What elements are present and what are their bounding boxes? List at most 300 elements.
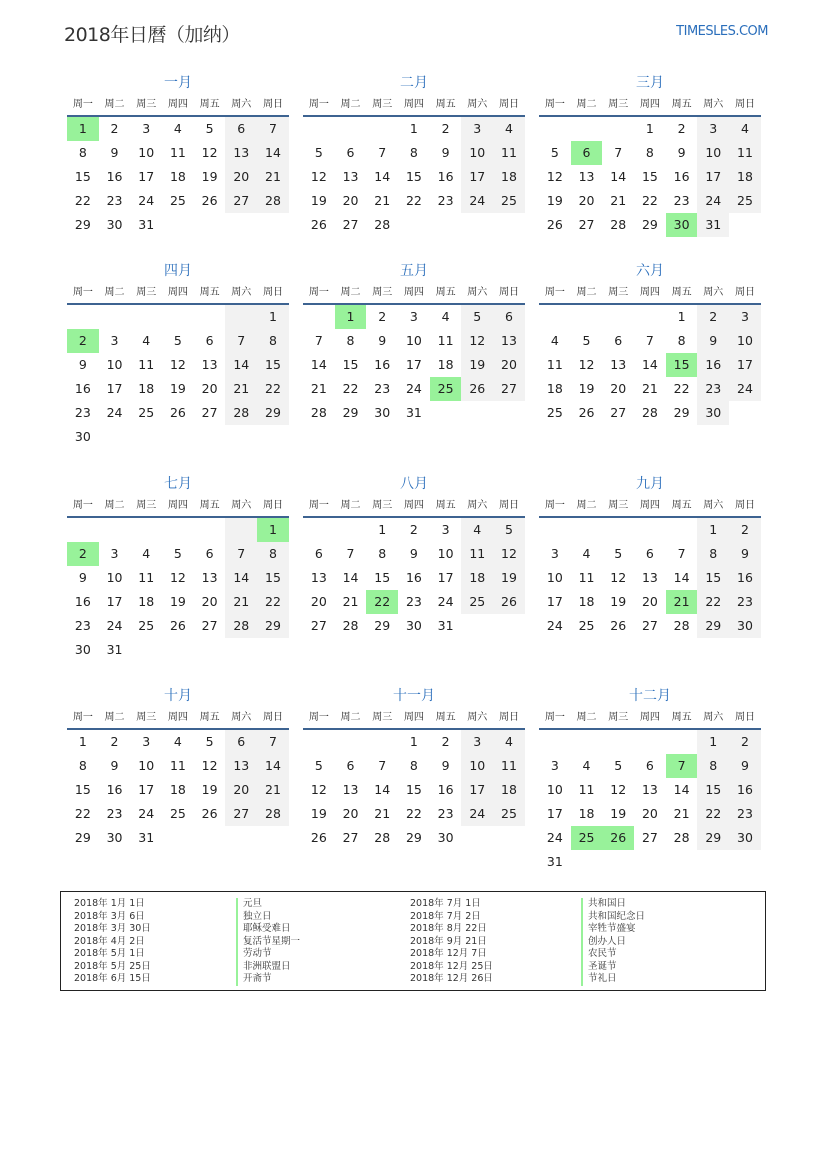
month-5 — [303, 260, 525, 425]
day-cell: 8 — [346, 333, 355, 348]
day-cell: 21 — [641, 381, 658, 396]
day-cell: 15 — [697, 566, 729, 590]
day-cell: 7 — [677, 546, 686, 561]
day-cell: 1 — [378, 522, 387, 537]
empty-cell — [634, 730, 666, 754]
day-cell: 26 — [610, 618, 627, 633]
day-cell: 30 — [106, 830, 123, 845]
day-cell: 19 — [169, 594, 186, 609]
holiday-legend — [60, 891, 766, 991]
day-cell: 22 — [697, 802, 729, 826]
legend-date: 2018年 8月 22日 — [410, 923, 487, 934]
month-7 — [67, 473, 289, 662]
day-grid — [539, 305, 761, 425]
day-cell: 30 — [729, 826, 761, 850]
day-cell: 9 — [78, 570, 87, 585]
day-cell: 21 — [374, 193, 391, 208]
day-cell: 29 — [257, 614, 289, 638]
day-cell: 22 — [257, 590, 289, 614]
empty-cell — [130, 305, 162, 329]
day-cell: 19 — [201, 782, 218, 797]
month-name: 八月 — [400, 476, 428, 492]
empty-cell — [602, 117, 634, 141]
weekday-label: 周四 — [639, 287, 660, 298]
day-cell: 9 — [697, 329, 729, 353]
month-name: 五月 — [400, 263, 428, 279]
day-cell: 23 — [74, 618, 91, 633]
day-cell: 19 — [310, 806, 327, 821]
weekday-label: 周二 — [576, 287, 597, 298]
day-cell: 13 — [201, 357, 218, 372]
holiday-day-cell: 25 — [571, 826, 603, 850]
weekday-label: 周六 — [467, 712, 488, 723]
day-cell: 25 — [546, 405, 563, 420]
day-cell: 11 — [578, 782, 595, 797]
legend-date: 2018年 6月 15日 — [74, 973, 151, 984]
holiday-day-cell: 1 — [67, 117, 99, 141]
weekday-label: 周五 — [435, 500, 456, 511]
legend-date: 2018年 3月 6日 — [74, 910, 145, 922]
day-cell: 19 — [461, 353, 493, 377]
weekday-header — [539, 707, 761, 730]
day-cell: 20 — [493, 353, 525, 377]
day-cell: 10 — [138, 145, 155, 160]
day-cell: 26 — [169, 618, 186, 633]
day-cell: 9 — [110, 145, 119, 160]
legend-date: 2018年 12月 7日 — [410, 948, 487, 959]
day-cell: 11 — [578, 570, 595, 585]
day-cell: 22 — [697, 590, 729, 614]
day-cell: 14 — [225, 566, 257, 590]
legend-holiday-name: 宰牲节盛宴 — [581, 923, 645, 936]
weekday-header — [539, 94, 761, 117]
day-cell: 16 — [729, 566, 761, 590]
day-cell: 29 — [697, 614, 729, 638]
day-cell: 25 — [461, 590, 493, 614]
day-cell: 7 — [378, 758, 387, 773]
weekday-label: 周三 — [372, 287, 393, 298]
month-name: 十二月 — [629, 688, 671, 704]
day-cell: 6 — [346, 758, 355, 773]
day-cell: 4 — [493, 117, 525, 141]
day-cell: 30 — [74, 642, 91, 657]
day-cell: 31 — [546, 854, 563, 869]
day-cell: 22 — [641, 193, 658, 208]
day-cell: 24 — [437, 594, 454, 609]
weekday-label: 周二 — [340, 500, 361, 511]
day-cell: 23 — [106, 193, 123, 208]
day-cell: 4 — [582, 546, 591, 561]
day-cell: 11 — [493, 141, 525, 165]
day-cell: 3 — [110, 333, 119, 348]
day-cell: 2 — [409, 522, 418, 537]
month-11 — [303, 685, 525, 850]
day-cell: 28 — [225, 401, 257, 425]
day-cell: 17 — [138, 169, 155, 184]
empty-cell — [194, 518, 226, 542]
day-cell: 15 — [405, 782, 422, 797]
empty-cell — [666, 518, 698, 542]
legend-date: 2018年 5月 25日 — [74, 960, 151, 972]
day-cell: 31 — [697, 213, 729, 237]
weekday-label: 周二 — [104, 712, 125, 723]
day-cell: 20 — [342, 806, 359, 821]
day-cell: 16 — [106, 782, 123, 797]
legend-date: 2018年 12月 25日 — [410, 960, 493, 972]
day-cell: 13 — [641, 570, 658, 585]
day-cell: 14 — [310, 357, 327, 372]
day-cell: 21 — [374, 806, 391, 821]
weekday-label: 周一 — [544, 712, 565, 723]
day-cell: 21 — [257, 165, 289, 189]
day-cell: 1 — [78, 734, 87, 749]
day-cell: 25 — [138, 618, 155, 633]
day-cell: 9 — [441, 758, 450, 773]
weekday-label: 周四 — [167, 712, 188, 723]
day-cell: 15 — [641, 169, 658, 184]
day-cell: 18 — [138, 594, 155, 609]
day-cell: 28 — [257, 189, 289, 213]
empty-cell — [666, 730, 698, 754]
weekday-label: 周六 — [467, 500, 488, 511]
day-cell: 3 — [461, 730, 493, 754]
day-cell: 29 — [342, 405, 359, 420]
weekday-label: 周四 — [639, 99, 660, 110]
day-cell: 28 — [673, 618, 690, 633]
empty-cell — [194, 305, 226, 329]
day-cell: 12 — [310, 782, 327, 797]
legend-date: 2018年 1月 1日 — [74, 898, 145, 909]
empty-cell — [303, 518, 335, 542]
day-cell: 15 — [374, 570, 391, 585]
day-cell: 12 — [578, 357, 595, 372]
day-cell: 20 — [578, 193, 595, 208]
day-cell: 2 — [110, 121, 119, 136]
weekday-label: 周一 — [544, 500, 565, 511]
empty-cell — [130, 518, 162, 542]
weekday-label: 周二 — [340, 712, 361, 723]
day-cell: 10 — [138, 758, 155, 773]
day-cell: 14 — [673, 782, 690, 797]
weekday-label: 周四 — [167, 287, 188, 298]
day-cell: 1 — [645, 121, 654, 136]
day-cell: 20 — [610, 381, 627, 396]
day-cell: 4 — [173, 734, 182, 749]
day-cell: 16 — [74, 381, 91, 396]
day-cell: 12 — [169, 357, 186, 372]
day-cell: 4 — [582, 758, 591, 773]
day-cell: 5 — [205, 121, 214, 136]
day-cell: 19 — [493, 566, 525, 590]
day-cell: 22 — [74, 193, 91, 208]
weekday-label: 周日 — [498, 500, 519, 511]
holiday-day-cell: 30 — [666, 213, 698, 237]
day-cell: 5 — [173, 333, 182, 348]
day-cell: 5 — [614, 546, 623, 561]
month-name: 三月 — [636, 75, 664, 91]
day-cell: 20 — [641, 594, 658, 609]
day-cell: 30 — [106, 217, 123, 232]
month-1 — [67, 72, 289, 237]
weekday-label: 周二 — [104, 287, 125, 298]
day-cell: 11 — [138, 357, 155, 372]
weekday-label: 周一 — [308, 99, 329, 110]
day-cell: 10 — [729, 329, 761, 353]
legend-holiday-name: 节礼日 — [581, 973, 645, 986]
empty-cell — [539, 730, 571, 754]
day-cell: 3 — [441, 522, 450, 537]
day-cell: 23 — [74, 405, 91, 420]
day-cell: 30 — [729, 614, 761, 638]
day-cell: 3 — [461, 117, 493, 141]
day-cell: 28 — [257, 802, 289, 826]
day-cell: 31 — [106, 642, 123, 657]
weekday-label: 周日 — [262, 500, 283, 511]
weekday-label: 周三 — [608, 287, 629, 298]
empty-cell — [366, 117, 398, 141]
day-cell: 27 — [610, 405, 627, 420]
day-cell: 27 — [201, 405, 218, 420]
day-cell: 5 — [461, 305, 493, 329]
day-cell: 26 — [461, 377, 493, 401]
weekday-label: 周三 — [136, 500, 157, 511]
day-cell: 11 — [169, 758, 186, 773]
day-cell: 7 — [257, 730, 289, 754]
day-cell: 10 — [106, 357, 123, 372]
day-cell: 13 — [201, 570, 218, 585]
weekday-label: 周日 — [734, 500, 755, 511]
month-name: 一月 — [164, 75, 192, 91]
day-cell: 25 — [578, 618, 595, 633]
day-cell: 2 — [378, 309, 387, 324]
day-cell: 13 — [225, 141, 257, 165]
weekday-label: 周六 — [231, 500, 252, 511]
empty-cell — [162, 518, 194, 542]
legend-holiday-name: 共和国日 — [581, 898, 645, 911]
weekday-label: 周三 — [608, 500, 629, 511]
day-cell: 6 — [493, 305, 525, 329]
day-cell: 1 — [697, 518, 729, 542]
legend-holiday-name: 圣诞节 — [581, 961, 645, 974]
weekday-label: 周四 — [167, 500, 188, 511]
day-cell: 25 — [138, 405, 155, 420]
day-cell: 15 — [74, 169, 91, 184]
day-cell: 9 — [110, 758, 119, 773]
day-cell: 10 — [546, 570, 563, 585]
day-cell: 6 — [225, 117, 257, 141]
month-10 — [67, 685, 289, 850]
day-cell: 27 — [201, 618, 218, 633]
day-cell: 3 — [409, 309, 418, 324]
day-cell: 27 — [493, 377, 525, 401]
day-cell: 12 — [493, 542, 525, 566]
day-cell: 29 — [641, 217, 658, 232]
weekday-label: 周日 — [262, 99, 283, 110]
holiday-day-cell: 22 — [366, 590, 398, 614]
day-cell: 27 — [225, 802, 257, 826]
day-cell: 14 — [374, 169, 391, 184]
day-cell: 6 — [645, 546, 654, 561]
weekday-label: 周六 — [703, 287, 724, 298]
day-cell: 11 — [493, 754, 525, 778]
day-cell: 25 — [493, 189, 525, 213]
holiday-day-cell: 2 — [67, 542, 99, 566]
weekday-header — [303, 495, 525, 518]
day-cell: 4 — [142, 546, 151, 561]
day-cell: 30 — [437, 830, 454, 845]
day-cell: 1 — [697, 730, 729, 754]
day-cell: 25 — [169, 193, 186, 208]
day-cell: 12 — [610, 782, 627, 797]
day-cell: 27 — [225, 189, 257, 213]
day-cell: 14 — [257, 754, 289, 778]
day-cell: 21 — [673, 806, 690, 821]
legend-holiday-name: 共和国纪念日 — [581, 911, 645, 924]
weekday-label: 周五 — [199, 500, 220, 511]
day-cell: 12 — [461, 329, 493, 353]
day-cell: 17 — [106, 381, 123, 396]
day-cell: 27 — [342, 830, 359, 845]
month-name: 十月 — [164, 688, 192, 704]
day-cell: 12 — [310, 169, 327, 184]
day-cell: 31 — [138, 217, 155, 232]
month-3 — [539, 72, 761, 237]
day-grid — [539, 730, 761, 874]
day-cell: 5 — [550, 145, 559, 160]
empty-cell — [539, 117, 571, 141]
day-cell: 17 — [405, 357, 422, 372]
day-cell: 30 — [405, 618, 422, 633]
day-cell: 16 — [106, 169, 123, 184]
day-cell: 15 — [342, 357, 359, 372]
day-cell: 13 — [641, 782, 658, 797]
day-cell: 3 — [550, 758, 559, 773]
weekday-label: 周五 — [435, 99, 456, 110]
legend-date: 2018年 4月 2日 — [74, 935, 145, 947]
empty-cell — [335, 117, 367, 141]
weekday-label: 周六 — [467, 99, 488, 110]
day-cell: 1 — [409, 734, 418, 749]
day-cell: 6 — [205, 333, 214, 348]
day-cell: 29 — [74, 830, 91, 845]
day-cell: 11 — [461, 542, 493, 566]
day-cell: 14 — [673, 570, 690, 585]
day-cell: 10 — [437, 546, 454, 561]
day-cell: 2 — [441, 121, 450, 136]
day-cell: 8 — [78, 145, 87, 160]
day-cell: 21 — [257, 778, 289, 802]
day-cell: 30 — [697, 401, 729, 425]
day-cell: 17 — [437, 570, 454, 585]
weekday-label: 周四 — [639, 712, 660, 723]
day-cell: 13 — [493, 329, 525, 353]
weekday-label: 周日 — [734, 287, 755, 298]
month-name: 四月 — [164, 263, 192, 279]
page-title: 2018年日曆（加纳） — [64, 24, 240, 46]
day-cell: 16 — [437, 782, 454, 797]
day-grid — [303, 305, 525, 425]
day-cell: 13 — [610, 357, 627, 372]
day-cell: 8 — [645, 145, 654, 160]
day-cell: 18 — [546, 381, 563, 396]
day-cell: 6 — [314, 546, 323, 561]
weekday-label: 周一 — [72, 287, 93, 298]
day-cell: 22 — [342, 381, 359, 396]
day-cell: 7 — [225, 329, 257, 353]
day-cell: 24 — [546, 618, 563, 633]
day-cell: 6 — [205, 546, 214, 561]
day-cell: 18 — [578, 594, 595, 609]
day-cell: 10 — [405, 333, 422, 348]
day-cell: 26 — [546, 217, 563, 232]
day-cell: 12 — [169, 570, 186, 585]
day-cell: 5 — [614, 758, 623, 773]
day-cell: 16 — [673, 169, 690, 184]
weekday-label: 周二 — [576, 99, 597, 110]
empty-cell — [335, 518, 367, 542]
empty-cell — [539, 518, 571, 542]
day-cell: 23 — [729, 590, 761, 614]
day-cell: 5 — [205, 734, 214, 749]
weekday-label: 周三 — [608, 99, 629, 110]
day-cell: 21 — [225, 590, 257, 614]
weekday-header — [303, 282, 525, 305]
day-cell: 2 — [441, 734, 450, 749]
weekday-label: 周五 — [671, 500, 692, 511]
month-name: 七月 — [164, 476, 192, 492]
day-cell: 24 — [697, 189, 729, 213]
day-cell: 24 — [729, 377, 761, 401]
weekday-header — [303, 94, 525, 117]
day-cell: 22 — [405, 193, 422, 208]
day-cell: 20 — [225, 778, 257, 802]
day-cell: 23 — [673, 193, 690, 208]
day-cell: 12 — [201, 758, 218, 773]
month-4 — [67, 260, 289, 449]
day-cell: 5 — [314, 758, 323, 773]
day-grid — [67, 117, 289, 237]
day-cell: 27 — [578, 217, 595, 232]
day-cell: 20 — [201, 381, 218, 396]
site-link[interactable]: TIMESLES.COM — [676, 24, 768, 39]
day-cell: 8 — [78, 758, 87, 773]
day-cell: 29 — [673, 405, 690, 420]
day-grid — [539, 518, 761, 638]
weekday-label: 周二 — [340, 99, 361, 110]
day-cell: 27 — [310, 618, 327, 633]
day-cell: 2 — [110, 734, 119, 749]
holiday-day-cell: 25 — [430, 377, 462, 401]
day-cell: 4 — [461, 518, 493, 542]
weekday-label: 周三 — [372, 712, 393, 723]
day-cell: 21 — [310, 381, 327, 396]
day-cell: 17 — [546, 594, 563, 609]
legend-date: 2018年 7月 2日 — [410, 910, 481, 922]
holiday-day-cell: 15 — [666, 353, 698, 377]
weekday-label: 周五 — [671, 99, 692, 110]
legend-holiday-name: 独立日 — [236, 911, 300, 924]
empty-cell — [225, 518, 257, 542]
legend-holiday-name: 元旦 — [236, 898, 300, 911]
weekday-label: 周日 — [734, 99, 755, 110]
day-cell: 10 — [106, 570, 123, 585]
day-cell: 3 — [142, 121, 151, 136]
day-cell: 4 — [173, 121, 182, 136]
day-cell: 14 — [257, 141, 289, 165]
day-cell: 26 — [310, 830, 327, 845]
day-cell: 23 — [729, 802, 761, 826]
day-cell: 24 — [138, 193, 155, 208]
